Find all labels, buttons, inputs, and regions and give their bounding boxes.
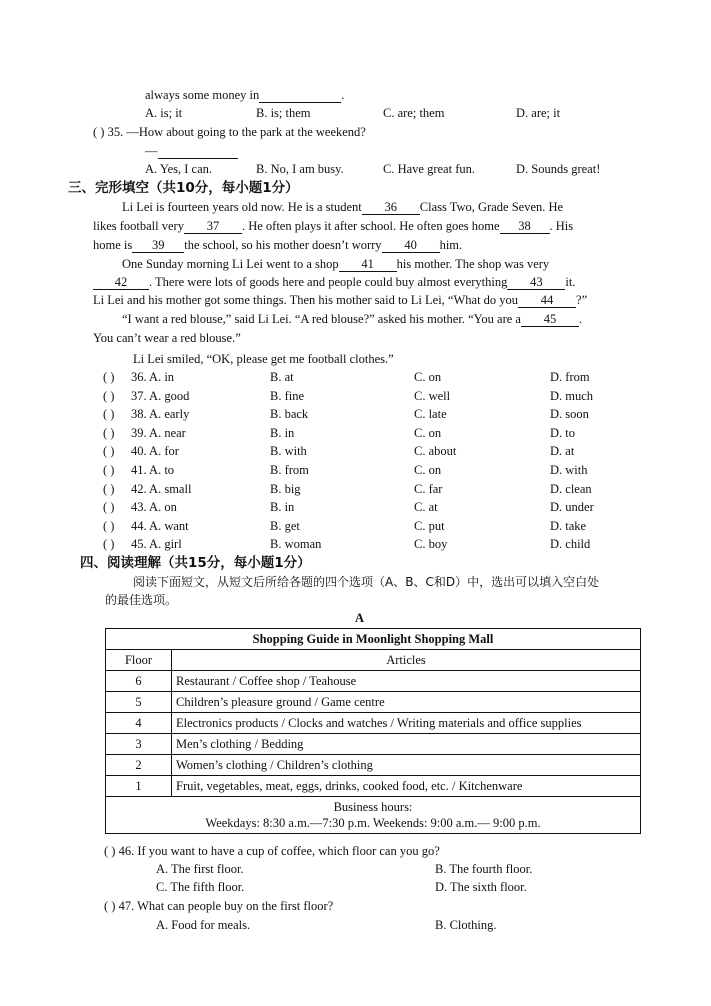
shopping-guide-table <box>105 628 641 834</box>
cloze-line-8: You can’t wear a red blouse.” <box>93 331 241 345</box>
q34-stem-continuation: always some money in . <box>145 88 345 102</box>
articles-cell: Men’s clothing / Bedding <box>172 734 641 755</box>
cloze-line-1: Li Lei is fourteen years old now. He is a student 36 Class Two, Grade Seven. He <box>122 200 564 214</box>
q35-option-d: D. Sounds great! <box>516 162 601 176</box>
cloze-question-option-a: 43. A. on <box>131 500 177 515</box>
cloze-question-option-a: 37. A. good <box>131 388 190 403</box>
q46-stem: ( ) 46. If you want to have a cup of coffee, which floor can you go? <box>104 844 440 858</box>
business-hours-value: Weekdays: 8:30 a.m.—7:30 p.m. Weekends: 9:00 a.m.— 9:00 p.m. <box>205 816 541 830</box>
section4-heading: 四、阅读理解（共15分，每小题1分） <box>80 555 311 571</box>
cloze-question-option-d: D. take <box>550 518 587 533</box>
cloze-question-option-b: B. fine <box>270 388 305 403</box>
cloze-question-option-b: B. back <box>270 407 309 422</box>
articles-cell: Women’s clothing / Children’s clothing <box>172 755 641 776</box>
articles-cell: Restaurant / Coffee shop / Teahouse <box>172 671 641 692</box>
section3-heading: 三、完形填空（共10分，每小题1分） <box>68 180 299 196</box>
cloze-question-option-d: D. clean <box>550 481 592 496</box>
cloze-question-option-c: C. well <box>414 388 451 403</box>
cloze-question-option-d: D. from <box>550 370 590 384</box>
cloze-question-option-b: B. from <box>270 463 309 477</box>
cloze-question-option-d: D. with <box>550 463 588 477</box>
answer-parentheses[interactable]: ( ) <box>103 425 115 440</box>
answer-parentheses[interactable]: ( ) <box>103 481 115 496</box>
cloze-question-option-d: D. to <box>550 425 575 440</box>
cloze-question-option-c: C. put <box>414 518 445 533</box>
q47-option-a: A. Food for meals. <box>156 918 251 932</box>
q35-stem: ( ) 35. —How about going to the park at the weekend? <box>93 125 366 139</box>
business-hours-label: Business hours: <box>333 800 413 814</box>
answer-parentheses[interactable]: ( ) <box>103 500 115 515</box>
cloze-question-option-d: D. soon <box>550 407 589 422</box>
articles-cell: Electronics products / Clocks and watches / Writing materials and office supplies <box>172 713 641 734</box>
answer-parentheses[interactable]: ( ) <box>103 444 115 459</box>
answer-parentheses[interactable]: ( ) <box>103 537 115 552</box>
table-header-articles: Articles <box>172 650 641 671</box>
business-hours-cell <box>106 797 641 834</box>
q46-option-d: D. The sixth floor. <box>435 880 527 894</box>
articles-cell: Fruit, vegetables, meat, eggs, drinks, cooked food, etc. / Kitchenware <box>172 776 641 797</box>
cloze-question-option-b: B. in <box>270 425 295 440</box>
table-row <box>106 755 641 776</box>
table-row <box>106 776 641 797</box>
answer-parentheses[interactable]: ( ) <box>104 844 116 858</box>
cloze-line-2: likes football very 37 . He often plays it after school. He often goes home 38 . His <box>93 219 574 233</box>
blank-38: 38 <box>500 220 550 234</box>
cloze-line-6: Li Lei and his mother got some things. Then his mother said to Li Lei, “What do you 44 ?” <box>93 293 588 307</box>
q46-option-c: C. The fifth floor. <box>156 880 245 894</box>
cloze-question-option-a: 44. A. want <box>131 518 189 533</box>
cloze-question-option-d: D. child <box>550 537 591 552</box>
blank-40: 40 <box>382 239 440 253</box>
floor-cell: 2 <box>106 755 172 776</box>
cloze-question-option-b: B. big <box>270 481 301 496</box>
q34-option-d: D. are; it <box>516 106 561 120</box>
floor-cell: 6 <box>106 671 172 692</box>
q34-option-c: C. are; them <box>383 106 445 120</box>
q35-option-a: A. Yes, I can. <box>145 162 213 176</box>
answer-parentheses[interactable]: ( ) <box>103 518 115 533</box>
blank-39: 39 <box>132 239 184 253</box>
answer-parentheses[interactable]: ( ) <box>104 899 116 913</box>
cloze-question-option-b: B. woman <box>270 537 322 552</box>
cloze-line-4: One Sunday morning Li Lei went to a shop 41 his mother. The shop was very <box>122 257 550 271</box>
cloze-question-option-d: D. under <box>550 500 594 515</box>
q46-option-a: A. The first floor. <box>156 862 244 876</box>
cloze-question-option-d: D. much <box>550 388 594 403</box>
answer-parentheses[interactable]: ( ) <box>103 463 115 477</box>
cloze-question-option-b: B. in <box>270 500 295 515</box>
passage-label: A <box>355 611 365 625</box>
blank-36: 36 <box>362 201 420 215</box>
q34-option-a: A. is; it <box>145 106 183 120</box>
cloze-line-3: home is 39 the school, so his mother doesn’t worry 40 him. <box>93 238 463 252</box>
cloze-question-option-a: 38. A. early <box>131 407 190 422</box>
cloze-question-option-d: D. at <box>550 444 575 459</box>
table-header-floor: Floor <box>106 650 172 671</box>
floor-cell: 1 <box>106 776 172 797</box>
answer-parentheses[interactable]: ( ) <box>103 388 115 403</box>
floor-cell: 4 <box>106 713 172 734</box>
blank-45: 45 <box>521 313 579 327</box>
table-row <box>106 671 641 692</box>
blank-41: 41 <box>339 258 397 272</box>
answer-parentheses[interactable]: ( ) <box>103 370 115 384</box>
q35-option-b: B. No, I am busy. <box>256 162 344 176</box>
articles-cell: Children’s pleasure ground / Game centre <box>172 692 641 713</box>
section4-instruction-1: 阅读下面短文，从短文后所给各题的四个选项（A、B、C和D）中，选出可以填入空白处 <box>133 575 600 589</box>
table-row <box>106 734 641 755</box>
table-row <box>106 713 641 734</box>
cloze-question-option-a: 36. A. in <box>131 370 175 384</box>
cloze-line-7: “I want a red blouse,” said Li Lei. “A red blouse?” asked his mother. “You are a 45 . <box>122 312 583 326</box>
answer-blank[interactable] <box>259 89 341 103</box>
cloze-question-option-c: C. on <box>414 370 442 384</box>
table-row <box>106 692 641 713</box>
blank-44: 44 <box>518 294 576 308</box>
cloze-question-option-b: B. with <box>270 444 307 459</box>
floor-cell: 5 <box>106 692 172 713</box>
blank-37: 37 <box>184 220 242 234</box>
table-title: Shopping Guide in Moonlight Shopping Mall <box>106 629 641 650</box>
q34-option-b: B. is; them <box>256 106 311 120</box>
cloze-question-option-a: 45. A. girl <box>131 537 182 552</box>
cloze-question-option-a: 42. A. small <box>131 481 192 496</box>
q35-option-c: C. Have great fun. <box>383 162 475 176</box>
cloze-question-option-a: 39. A. near <box>131 425 186 440</box>
cloze-question-option-c: C. boy <box>414 537 448 552</box>
cloze-question-option-c: C. far <box>414 481 443 496</box>
cloze-line-9: Li Lei smiled, “OK, please get me football clothes.” <box>133 352 394 366</box>
cloze-question-option-c: C. late <box>414 407 447 422</box>
blank-43: 43 <box>507 276 565 290</box>
cloze-question-option-c: C. on <box>414 463 442 477</box>
q35-dash-blank: — <box>145 143 238 159</box>
q47-option-b: B. Clothing. <box>435 918 497 932</box>
cloze-question-option-c: C. at <box>414 500 438 515</box>
answer-parentheses[interactable]: ( ) <box>103 407 115 422</box>
cloze-question-option-c: C. about <box>414 444 457 459</box>
cloze-question-option-b: B. get <box>270 518 300 533</box>
cloze-question-option-a: 40. A. for <box>131 444 179 459</box>
answer-blank[interactable] <box>158 145 238 159</box>
section4-instruction-2: 的最佳选项。 <box>105 593 178 607</box>
answer-parentheses[interactable]: ( ) <box>93 125 105 139</box>
q46-option-b: B. The fourth floor. <box>435 862 533 876</box>
cloze-question-option-c: C. on <box>414 425 442 440</box>
cloze-question-option-b: B. at <box>270 370 294 384</box>
q47-stem: ( ) 47. What can people buy on the first floor? <box>104 899 334 913</box>
cloze-line-5: 42 . There were lots of goods here and people could buy almost everything 43 it. <box>93 274 575 290</box>
blank-42: 42 <box>93 276 149 290</box>
cloze-question-option-a: 41. A. to <box>131 463 175 477</box>
floor-cell: 3 <box>106 734 172 755</box>
